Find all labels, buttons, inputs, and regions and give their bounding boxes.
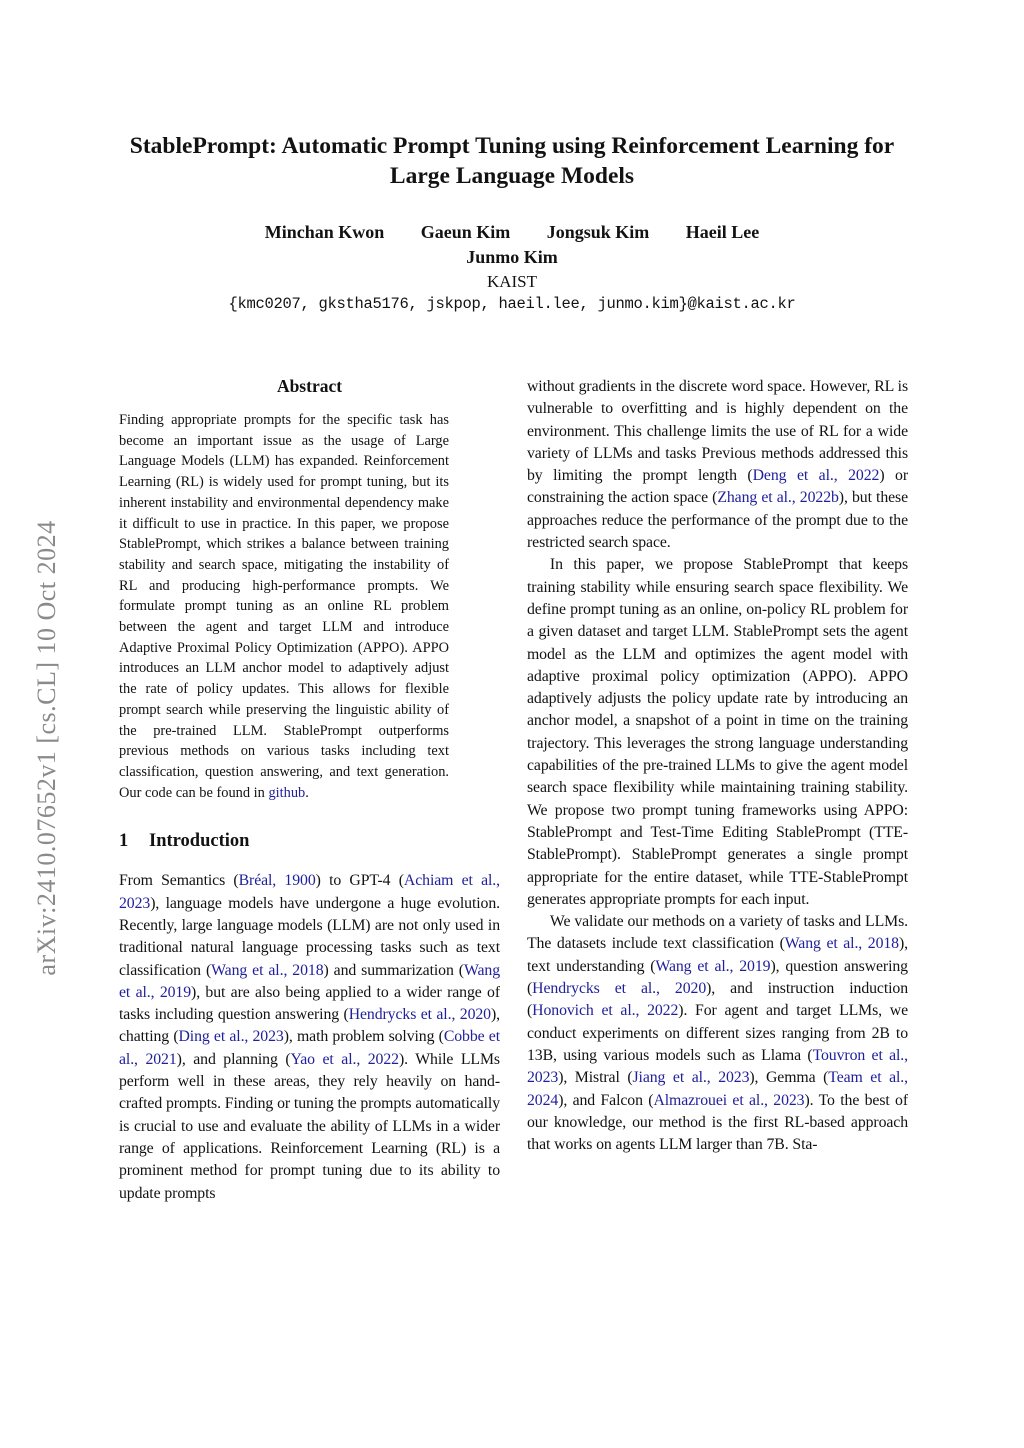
citation-link[interactable]: Zhang et al., 2022b [717,489,839,507]
citation-link[interactable]: Honovich et al., 2022 [532,1002,679,1020]
introduction-left-text [119,870,500,1204]
text-run: ), and planning ( [176,1050,291,1068]
citation-link[interactable]: Team et al., 2024 [527,1069,908,1109]
left-column [119,376,500,1346]
text-run: In this paper, we propose StablePrompt that keeps training stability while ensuring search space flexibility. We define prompt tuning as an online, on-policy RL problem for a given dataset and target LLM. StablePrompt sets the agent model as the LLM and optimizes the agent model with adaptive proximal policy optimization (APPO). APPO adaptively adjusts the policy update rate by introducing an anchor model, a snapshot of a point in time on the training trajectory. This leverages the strong language understanding capabilities of the pre-trained LLMs to give the agent model search space flexibility while maintaining training stability. We propose two prompt tuning frameworks using APPO: StablePrompt and Test-Time Editing StablePrompt (TTE-StablePrompt). StablePrompt generates a single prompt appropriate for the entire dataset, while TTE-StablePrompt generates appropriate prompts for each input. [527,556,908,908]
text-run: ), language models have undergone a huge evolution. Recently, large language models (LLM) are not only used in traditional natural language processing tasks such as text classification ( [119,894,500,979]
paragraph [527,376,908,554]
citation-link[interactable]: Ding et al., 2023 [178,1028,284,1046]
author-name: Jongsuk Kim [546,222,650,242]
citation-link[interactable]: Wang et al., 2018 [784,935,899,953]
text-run: ). For agent and target LLMs, we conduct experiments on different sizes ranging from 2B to 13B, using various models such as Llama ( [527,1002,908,1064]
author-name: Minchan Kwon [264,222,385,242]
arxiv-watermark: arXiv:2410.07652v1 [cs.CL] 10 Oct 2024 [32,520,61,976]
paragraph [119,870,500,1204]
citation-link[interactable]: Almazrouei et al., 2023 [653,1091,805,1109]
text-run: . [305,784,309,801]
text-run: ). While LLMs perform well in these areas, they rely heavily on hand-crafted prompts. Finding or tuning the prompts automatically is crucial to use and evaluate the ability of LLMs in a wider range of applications. Reinforcement Learning (RL) is a prominent method for prompt tuning due to its ability to update prompts [119,1050,500,1202]
text-run: ), math problem solving ( [283,1028,444,1046]
paragraph [527,911,908,1156]
author-name: Gaeun Kim [420,222,511,242]
citation-link[interactable]: Achiam et al., 2023 [119,872,500,912]
text-run: From Semantics ( [119,872,239,890]
abstract-text [119,410,449,803]
citation-link[interactable]: Wang et al., 2019 [655,957,771,975]
citation-link[interactable]: Jiang et al., 2023 [632,1069,750,1087]
text-run: We validate our methods on a variety of tasks and LLMs. The datasets include text classification ( [527,913,908,953]
right-column [527,376,908,1346]
section-title: Introduction [149,831,250,852]
text-run: ), but are also being applied to a wider range of tasks including question answering ( [119,983,500,1024]
text-run: Finding appropriate prompts for the specific task has become an important issue as the usage of Large Language Models (LLM) has expanded. Reinforcement Learning (RL) is widely used for prompt tuning, but its inherent instability and environmental dependency make it difficult to use in practice. In this paper, we propose StablePrompt, which strikes a balance between training stability and search space, mitigating the instability of RL and producing high-performance prompts. We formulate prompt tuning as an online RL problem between the agent and target LLM and introduce Adaptive Proximal Policy Optimization (APPO). APPO introduces an LLM anchor model to adaptively adjust the rate of policy updates. This allows for flexible prompt search while preserving the linguistic ability of the pre-trained LLM. StablePrompt outperforms previous methods on various tasks including text classification, question answering, and text generation. Our code can be found in [119,412,449,801]
citation-link[interactable]: Wang et al., 2019 [119,961,500,1001]
author-name: Junmo Kim [466,247,558,267]
affiliation: KAIST [486,272,538,291]
text-run: ) or constraining the action space ( [527,467,908,507]
paragraph [527,554,908,911]
text-run: ), chatting ( [119,1006,500,1046]
section-heading-introduction [119,831,500,852]
text-run: ), but these approaches reduce the performance of the prompt due to the restricted search space. [527,489,908,552]
abstract-heading: Abstract [276,376,343,396]
author-emails: {kmc0207, gkstha5176, jskpop, haeil.lee, junmo.kim}@kaist.ac.kr [228,295,796,313]
text-run: ), question answering ( [527,957,908,998]
github-link[interactable]: github [268,784,306,801]
section-number: 1 [119,831,129,852]
text-run: ), and instruction induction ( [527,980,908,1020]
text-run: ), and Falcon ( [558,1091,654,1109]
paper-title: StablePrompt: Automatic Prompt Tuning using Reinforcement Learning for Large Language Models [129,133,895,189]
text-run: ) and summarization ( [323,961,464,979]
text-run: without gradients in the discrete word space. However, RL is vulnerable to overfitting and is highly dependent on the environment. This challenge limits the use of RL for a wide variety of LLMs and tasks Previous methods addressed this by limiting the prompt length ( [527,378,908,485]
introduction-right-text [527,376,908,1156]
citation-link[interactable]: Wang et al., 2018 [211,961,324,979]
citation-link[interactable]: Hendrycks et al., 2020 [532,980,707,998]
citation-link[interactable]: Cobbe et al., 2021 [119,1028,500,1068]
text-run: ), Mistral ( [558,1069,633,1087]
author-name: Haeil Lee [685,222,760,242]
citation-link[interactable]: Deng et al., 2022 [752,467,880,485]
text-run: ), Gemma ( [749,1069,829,1087]
text-run: ) to GPT-4 ( [315,872,404,890]
authors-row [0,222,1024,243]
text-run: ). To the best of our knowledge, our method is the first RL-based approach that works on agents LLM larger than 7B. Sta- [527,1091,908,1154]
text-run: ), text understanding ( [527,935,908,975]
citation-link[interactable]: Yao et al., 2022 [290,1050,399,1068]
citation-link[interactable]: Hendrycks et al., 2020 [348,1006,491,1024]
citation-link[interactable]: Bréal, 1900 [238,872,316,890]
citation-link[interactable]: Touvron et al., 2023 [527,1046,908,1087]
